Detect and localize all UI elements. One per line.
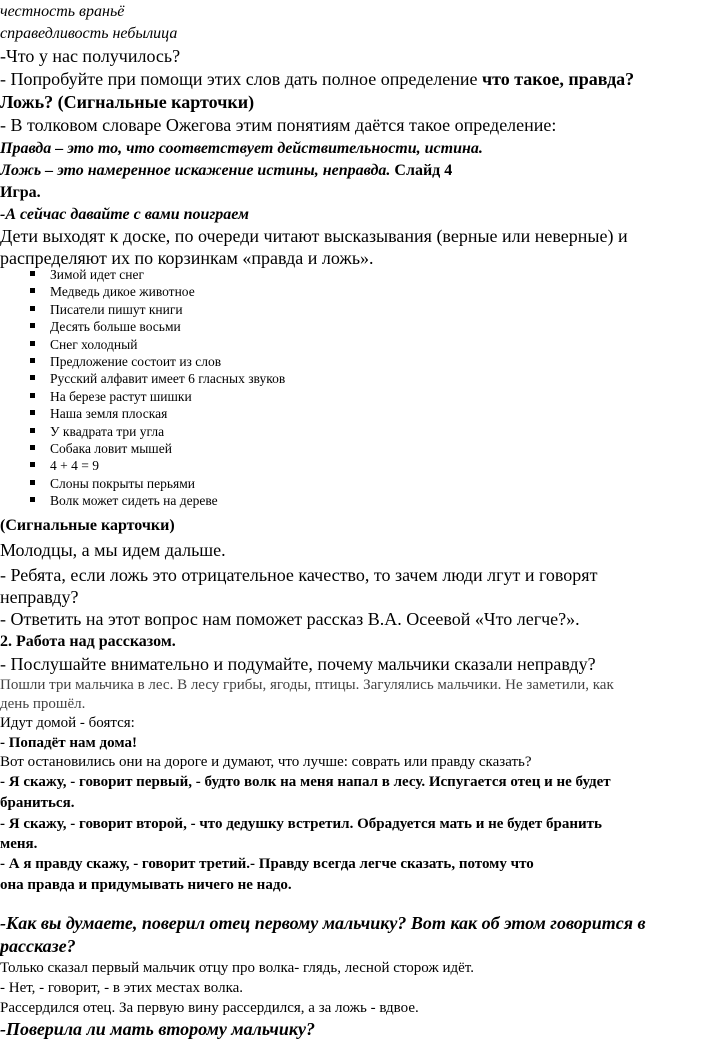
bullet-square-icon xyxy=(30,445,35,450)
lie-definition-line xyxy=(0,161,452,180)
story-reply-3: Рассердился отец. За первую вину рассердился, а за ложь - вдвое. xyxy=(0,1000,419,1016)
statement-item xyxy=(0,370,285,387)
game-instructions-2: распределяют их по корзинкам «правда и ложь». xyxy=(0,248,374,268)
statement-text: Писатели пишут книги xyxy=(50,301,183,317)
bullet-square-icon xyxy=(30,410,35,415)
listen-prompt: - Послушайте внимательно и подумайте, почему мальчики сказали неправду? xyxy=(0,654,596,674)
definition-task-text: - Попробуйте при помощи этих слов дать полное определение xyxy=(0,69,482,89)
slide-label: Слайд 4 xyxy=(390,162,453,179)
statement-item xyxy=(0,388,285,405)
statement-item xyxy=(0,353,285,370)
game-heading: Игра. xyxy=(0,184,41,201)
statement-text: Снег холодный xyxy=(50,336,138,352)
statement-text: Русский алфавит имеет 6 гласных звуков xyxy=(50,371,286,387)
play-prompt: -А сейчас давайте с вами поиграем xyxy=(0,206,249,223)
statement-text: У квадрата три угла xyxy=(50,423,165,439)
statement-item xyxy=(0,440,285,457)
bullet-square-icon xyxy=(30,375,35,380)
story-line-8: - Я скажу, - говорит второй, - что дедушку встретил. Обрадуется мать и не будет бранить xyxy=(0,816,602,832)
statements-list xyxy=(0,266,285,509)
statement-item xyxy=(0,318,285,335)
story-line-3: Идут домой - боятся: xyxy=(0,715,135,731)
bullet-square-icon xyxy=(30,341,35,346)
statement-text: Собака ловит мышей xyxy=(50,440,172,456)
story-reply-2: - Нет, - говорит, - в этих местах волка. xyxy=(0,980,244,996)
statement-item xyxy=(0,336,285,353)
bullet-square-icon xyxy=(30,428,35,433)
statement-text: На березе растут шишки xyxy=(50,388,192,404)
key-words-line-1: честность враньё xyxy=(0,3,125,20)
dictionary-note: - В толковом словаре Ожегова этим понятиям даётся такое определение: xyxy=(0,115,557,135)
definition-task xyxy=(0,69,634,90)
bullet-square-icon xyxy=(30,358,35,363)
father-question-2: рассказе? xyxy=(0,936,76,956)
statement-text: Волк может сидеть на дереве xyxy=(50,493,218,509)
story-reply-1: Только сказал первый мальчик отцу про волка- глядь, лесной сторож идёт. xyxy=(0,960,474,976)
father-question-1: -Как вы думаете, поверил отец первому мальчику? Вот как об этом говорится в xyxy=(0,913,646,933)
story-line-1: Пошли три мальчика в лес. В лесу грибы, ягоды, птицы. Загулялись мальчики. Не заметили, как xyxy=(0,677,614,693)
statement-item xyxy=(0,283,285,300)
bullet-square-icon xyxy=(30,306,35,311)
statement-item xyxy=(0,423,285,440)
statement-item xyxy=(0,266,285,283)
well-done-line: Молодцы, а мы идем дальше. xyxy=(0,540,226,560)
why-lie-question-2: неправду? xyxy=(0,587,79,607)
story-line-2: день прошёл. xyxy=(0,696,86,712)
bullet-square-icon xyxy=(30,288,35,293)
story-line-7: браниться. xyxy=(0,795,75,811)
truth-definition: Правда – это то, что соответствует действительности, истина. xyxy=(0,140,483,157)
statement-text: Предложение состоит из слов xyxy=(50,353,222,369)
bullet-square-icon xyxy=(30,323,35,328)
lie-definition: Ложь – это намеренное искажение истины, неправда. xyxy=(0,162,391,179)
bullet-square-icon xyxy=(30,462,35,467)
bullet-square-icon xyxy=(30,497,35,502)
signal-cards-note: (Сигнальные карточки) xyxy=(0,517,175,534)
section-heading: 2. Работа над рассказом. xyxy=(0,633,176,650)
story-line-10: - А я правду скажу, - говорит третий.- Правду всегда легче сказать, потому что xyxy=(0,856,534,872)
story-line-4: - Попадёт нам дома! xyxy=(0,735,137,751)
bullet-square-icon xyxy=(30,271,35,276)
statement-item xyxy=(0,475,285,492)
statement-item xyxy=(0,301,285,318)
statement-text: Наша земля плоская xyxy=(50,406,168,422)
definition-task-cont: Ложь? (Сигнальные карточки) xyxy=(0,92,255,112)
story-line-11: она правда и придумывать ничего не надо. xyxy=(0,877,292,893)
statement-text: Десять больше восьми xyxy=(50,319,181,335)
statement-item xyxy=(0,492,285,509)
why-lie-question-1: - Ребята, если ложь это отрицательное качество, то зачем люди лгут и говорят xyxy=(0,565,598,585)
mother-question: -Поверила ли мать второму мальчику? xyxy=(0,1019,315,1039)
statement-text: Слоны покрыты перьями xyxy=(50,475,195,491)
definition-task-bold: что такое, правда? xyxy=(481,69,635,89)
question-result: -Что у нас получилось? xyxy=(0,46,181,66)
game-instructions-1: Дети выходят к доске, по очереди читают высказывания (верные или неверные) и xyxy=(0,226,628,246)
story-line-9: меня. xyxy=(0,836,38,852)
statement-item xyxy=(0,405,285,422)
story-line-5: Вот остановились они на дороге и думают, что лучше: соврать или правду сказать? xyxy=(0,754,532,770)
story-line-6: - Я скажу, - говорит первый, - будто волк на меня напал в лесу. Испугается отец и не будет xyxy=(0,774,611,790)
key-words-line-2: справедливость небылица xyxy=(0,25,178,42)
story-intro: - Ответить на этот вопрос нам поможет рассказ В.А. Осеевой «Что легче?». xyxy=(0,609,580,629)
bullet-square-icon xyxy=(30,480,35,485)
statement-text: Медведь дикое животное xyxy=(50,284,195,300)
statement-item xyxy=(0,457,285,474)
statement-text: 4 + 4 = 9 xyxy=(50,458,99,474)
bullet-square-icon xyxy=(30,393,35,398)
statement-text: Зимой идет снег xyxy=(50,267,144,282)
